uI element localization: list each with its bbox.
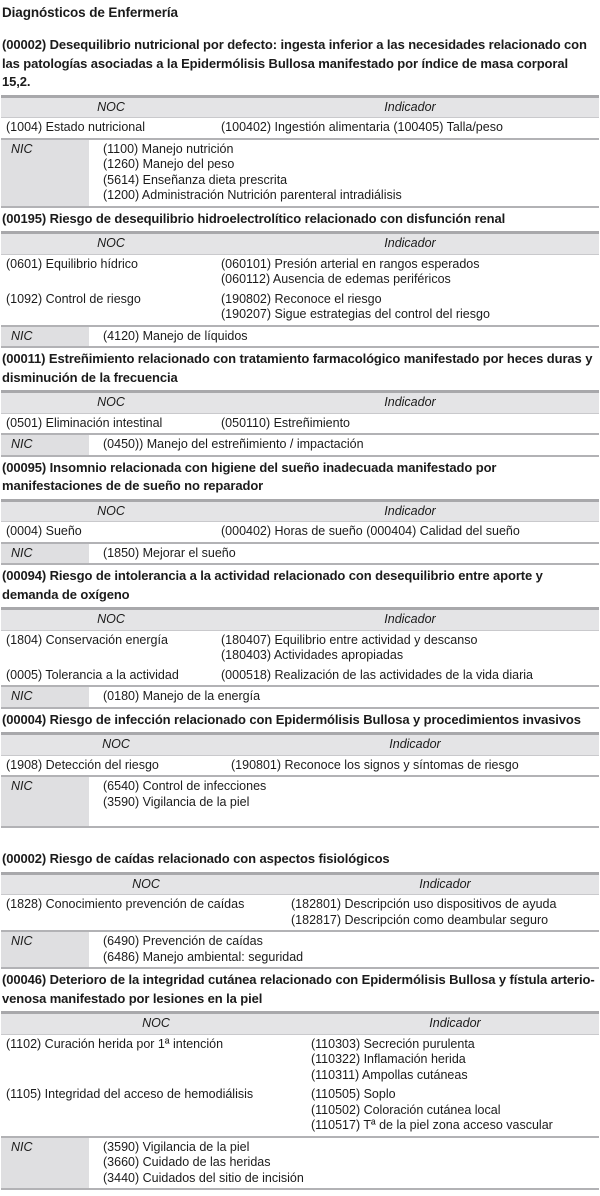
noc-cell: (0004) Sueño [6,524,82,538]
table-header-row [1,1011,599,1035]
indicador-column-header: Indicador [384,99,436,114]
indicator-line: (000518) Realización de las actividades de la vida diaria [221,667,533,682]
nic-item: (4120) Manejo de líquidos [103,328,248,343]
nic-row [1,325,599,349]
indicator-cell [221,524,599,540]
indicator-cell [291,897,599,928]
nic-item: (0450)) Manejo del estreñimiento / impactación [103,437,364,451]
indicador-column-header: Indicador [419,876,471,891]
indicator-cell [221,292,599,323]
diagnosis-heading: (00002) Desequilibrio nutricional por defecto: ingesta inferior a las necesidades relacionado con las patologías asociadas a la Epidermólisis Bullosa manifestado por índice de masa corporal 15,2. [2,37,587,89]
indicator-line: (110517) Tª de la piel zona acceso vascular [311,1118,553,1132]
nic-items [89,1138,599,1189]
nic-label: NIC [1,435,89,455]
noc-column-header: NOC [97,612,125,626]
noc-row [1,895,599,930]
diagnosis-heading: (00011) Estreñimiento relacionado con tratamiento farmacológico manifestado por heces duras y disminución de la frecuencia [2,351,593,385]
noc-cell: (1804) Conservación energía [6,632,168,647]
indicator-cell [221,120,599,136]
noc-column-header: NOC [142,1016,170,1030]
nic-row [1,542,599,566]
diagnosis-heading: (00046) Deterioro de la integridad cutánea relacionado con Epidermólisis Bullosa y fístula arterio-venosa manifestado por lesiones en la piel [2,972,595,1006]
nic-item: (5614) Enseñanza dieta prescrita [103,172,288,187]
table-header-row [1,499,599,523]
table-header-row [1,390,599,414]
nic-row [1,138,599,208]
noc-column-header: NOC [97,395,125,409]
nic-item: (6490) Prevención de caídas [103,934,263,948]
noc-column-header: NOC [102,737,130,751]
diagnosis-heading: (00094) Riesgo de intolerancia a la actividad relacionado con desequilibrio entre aporte y demanda de oxígeno [2,568,543,602]
indicator-cell [221,416,599,432]
indicator-line: (060101) Presión arterial en rangos esperados [221,256,480,271]
indicador-column-header: Indicador [384,395,436,409]
diagnosis-section [1,210,599,349]
indicator-line: (000402) Horas de sueño (000404) Calidad del sueño [221,524,520,538]
nic-items [89,777,599,826]
indicator-cell [221,257,599,288]
indicator-line: (180407) Equilibrio entre actividad y descanso [221,632,478,647]
diagnosis-heading: (00095) Insomnio relacionada con higiene del sueño inadecuada manifestado por manifestaciones de de sueño no reparador [2,459,497,493]
table-header-row [1,607,599,631]
nic-items [89,140,599,206]
diagnosis-section [1,971,599,1190]
noc-cell: (1004) Estado nutricional [6,120,145,134]
nic-row [1,433,599,457]
indicador-column-header: Indicador [384,612,436,626]
indicator-line: (190207) Sigue estrategias del control del riesgo [221,307,490,321]
nic-row [1,1136,599,1191]
nic-item: (1850) Mejorar el sueño [103,545,236,560]
nic-items [89,327,599,347]
noc-column-header: NOC [97,99,125,114]
noc-row [1,290,599,325]
noc-column-header: NOC [132,876,160,891]
diagnosis-sections [1,36,599,1190]
indicator-line: (110322) Inflamación herida [311,1052,466,1066]
noc-cell: (1828) Conocimiento prevención de caídas [6,897,245,911]
diagnosis-section [1,36,599,208]
nic-label: NIC [1,687,89,707]
indicator-line: (110303) Secreción purulenta [311,1036,475,1051]
indicador-column-header: Indicador [384,503,436,518]
diagnosis-section [1,350,599,457]
indicator-cell [311,1087,599,1134]
noc-cell: (1102) Curación herida por 1ª intención [6,1036,224,1051]
nic-items [89,544,599,564]
diagnosis-section [1,567,599,709]
nic-item: (3660) Cuidado de las heridas [103,1155,271,1169]
noc-row [1,118,599,138]
indicator-line: (182817) Descripción como deambular seguro [291,912,549,927]
nic-row [1,685,599,709]
indicator-line: (182801) Descripción uso dispositivos de ayuda [291,897,557,911]
indicator-line: (190802) Reconoce el riesgo [221,291,382,306]
noc-row [1,255,599,290]
indicator-line: (050110) Estreñimiento [221,415,351,430]
noc-cell: (0601) Equilibrio hídrico [6,256,139,271]
nic-item: (3590) Vigilancia de la piel [103,794,250,809]
table-header-row [1,231,599,255]
nic-row [1,775,599,828]
nic-label: NIC [1,932,89,967]
diagnosis-heading: (00195) Riesgo de desequilibrio hidroelectrolítico relacionado con disfunción renal [2,210,506,226]
noc-row [1,1035,599,1086]
page-title: Diagnósticos de Enfermería [2,5,178,20]
noc-row [1,1085,599,1136]
noc-cell: (1105) Integridad del acceso de hemodiálisis [6,1087,254,1101]
indicator-line: (190801) Reconoce los signos y síntomas de riesgo [231,757,519,772]
nic-items [89,932,599,967]
noc-row [1,631,599,666]
table-header-row [1,732,599,756]
diagnosis-section [1,850,599,969]
nic-item: (1200) Administración Nutrición parenteral intradiálisis [103,188,402,202]
nic-label: NIC [1,1138,89,1189]
noc-cell: (0501) Eliminación intestinal [6,415,163,430]
diagnosis-section [1,459,599,566]
table-header-row [1,872,599,896]
nic-label: NIC [1,327,89,347]
noc-column-header: NOC [97,503,125,518]
noc-row [1,756,599,776]
nic-item: (6486) Manejo ambiental: seguridad [103,949,304,964]
nic-items [89,687,599,707]
noc-row [1,522,599,542]
nic-label: NIC [1,544,89,564]
table-header-row [1,95,599,119]
noc-row [1,414,599,434]
indicator-line: (110311) Ampollas cutáneas [311,1067,468,1082]
nic-item: (0180) Manejo de la energía [103,689,261,703]
indicator-line: (100402) Ingestión alimentaria (100405) Talla/peso [221,120,503,134]
noc-cell: (1908) Detección del riesgo [6,757,159,772]
nic-item: (3590) Vigilancia de la piel [103,1139,250,1154]
noc-cell: (0005) Tolerancia a la actividad [6,667,179,682]
nic-label: NIC [1,777,89,826]
nic-item: (3440) Cuidados del sitio de incisión [103,1170,304,1185]
indicador-column-header: Indicador [389,737,441,751]
nic-row [1,930,599,969]
nic-item: (1100) Manejo nutrición [103,141,234,156]
indicador-column-header: Indicador [384,236,436,250]
indicator-cell [311,1037,599,1084]
indicador-column-header: Indicador [429,1016,481,1030]
noc-cell: (1092) Control de riesgo [6,291,141,306]
diagnosis-section [1,711,599,829]
diagnosis-heading: (00002) Riesgo de caídas relacionado con aspectos fisiológicos [2,851,390,866]
nic-items [89,435,599,455]
nic-label: NIC [1,140,89,206]
nic-item: (1260) Manejo del peso [103,157,235,171]
indicator-line: (180403) Actividades apropiadas [221,648,404,662]
indicator-cell [231,758,599,774]
nic-item: (6540) Control de infecciones [103,779,267,793]
indicator-line: (110502) Coloración cutánea local [311,1102,501,1117]
diagnosis-heading: (00004) Riesgo de infección relacionado con Epidermólisis Bullosa y procedimientos invasivos [2,711,581,727]
indicator-cell [221,633,599,664]
noc-column-header: NOC [97,236,125,250]
indicator-line: (060112) Ausencia de edemas periféricos [221,272,451,286]
indicator-line: (110505) Soplo [311,1087,396,1101]
indicator-cell [221,668,599,684]
noc-row [1,666,599,686]
